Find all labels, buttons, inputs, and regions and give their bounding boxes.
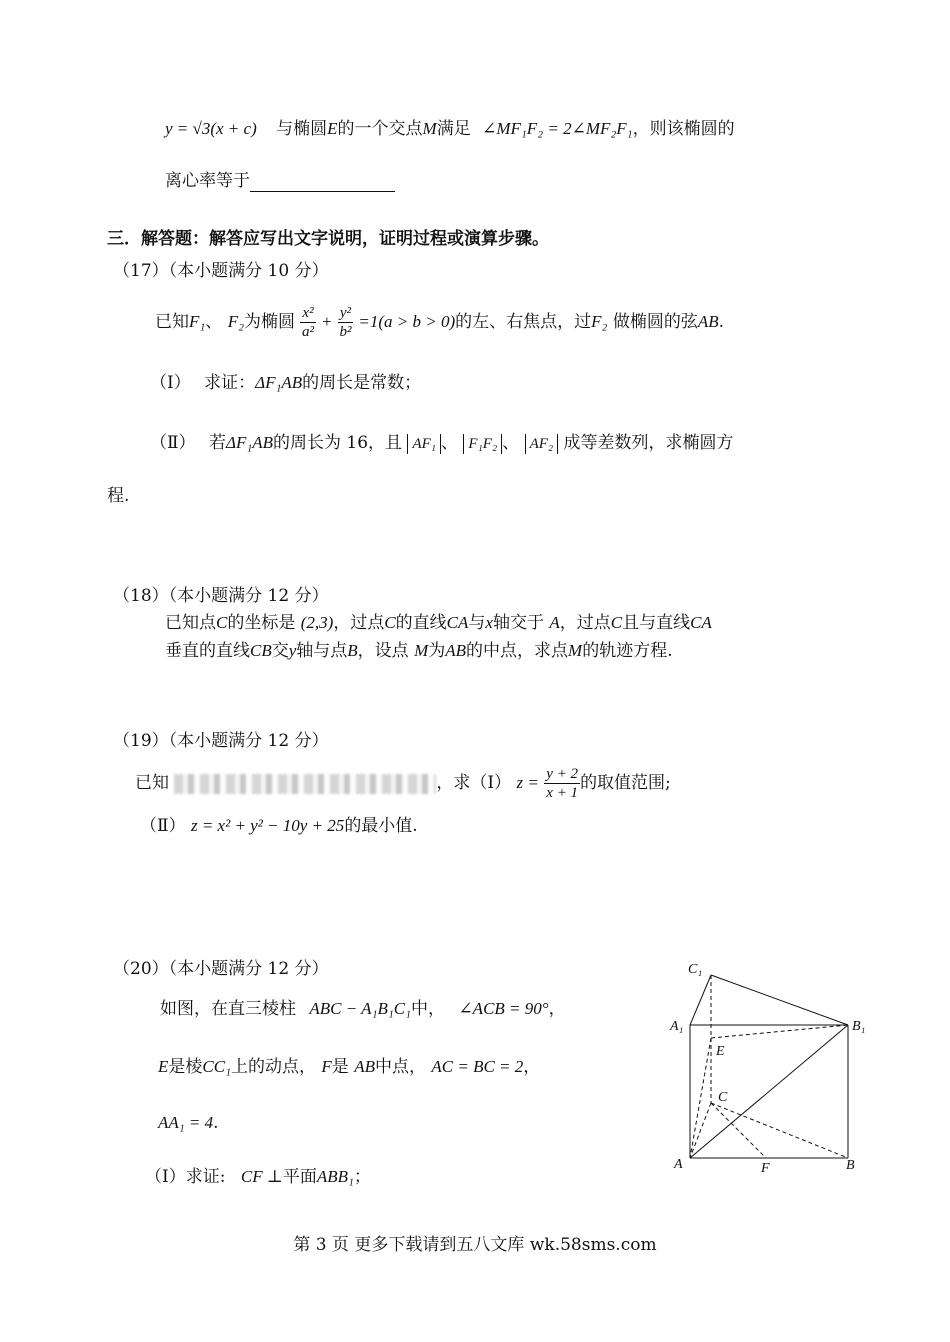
q17-text: 、 xyxy=(502,433,520,453)
q18-text: 轴交于 xyxy=(492,613,544,633)
q18-text: 交 xyxy=(271,641,289,661)
edge-cb-hidden xyxy=(711,1103,848,1158)
q16-eccentricity-text: 离心率等于 xyxy=(165,171,250,191)
q18-line-ca: CA xyxy=(446,613,469,632)
q17-frac-den: a² xyxy=(301,324,314,340)
q17-triangle: ΔF₁AB xyxy=(225,433,274,452)
q17-part2-label: （Ⅱ） xyxy=(150,433,196,453)
q18-text: 已知点 xyxy=(165,613,216,633)
q20-part1-label: （Ⅰ）求证: xyxy=(145,1167,226,1187)
q17-f2: F₂ xyxy=(591,312,608,331)
q20-text: 是 xyxy=(331,1057,349,1077)
q20-text: 如图，在直三棱柱 xyxy=(160,999,296,1019)
q16-text: 与椭圆 xyxy=(276,119,328,139)
q18-point: M xyxy=(414,641,429,660)
edge-c1a1 xyxy=(690,975,711,1025)
q18-point: C xyxy=(610,613,623,632)
q20-plane: ABB₁ xyxy=(316,1167,354,1186)
q20-text: ， xyxy=(548,999,566,1019)
q17-text: 的左、右焦点，过 xyxy=(455,312,592,332)
q18-text: ，过点 xyxy=(559,613,611,633)
q18-point: A xyxy=(549,613,560,632)
q19-text: ，求（Ⅰ） xyxy=(436,773,512,793)
q17-fraction-x xyxy=(300,304,315,341)
q19-line1 xyxy=(135,760,671,806)
segment-cf-hidden xyxy=(711,1103,766,1158)
q20-prism: ABC − A₁B₁C₁ xyxy=(309,999,412,1018)
q20-text: ， xyxy=(523,1057,541,1077)
q18-line2 xyxy=(165,640,673,662)
label-c1: C₁ xyxy=(688,962,703,977)
q18-point: M xyxy=(568,641,583,660)
q18-text: ，设点 xyxy=(357,641,409,661)
label-b: B xyxy=(846,1158,855,1173)
q17-triangle: ΔF₁AB xyxy=(255,373,303,392)
q17-text: 做椭圆的弦 xyxy=(612,312,698,332)
q18-point: C xyxy=(384,613,396,632)
section-heading: 三．解答题：解答应写出文字说明，证明过程或演算步骤。 xyxy=(107,229,549,249)
q17-part1 xyxy=(150,372,421,394)
q19-line2 xyxy=(140,815,418,837)
q20-line2 xyxy=(158,1052,540,1082)
q18-line-cb: CB xyxy=(250,641,272,660)
q18-segment: AB xyxy=(445,641,467,660)
q17-part2 xyxy=(150,432,734,454)
q20-point: F xyxy=(321,1057,332,1076)
q20-text: 中点， xyxy=(374,1057,426,1077)
q20-text: 平面 xyxy=(282,1167,317,1187)
q18-text: 与 xyxy=(468,613,486,633)
q20-segment: AB xyxy=(354,1057,375,1076)
q17-text: 、 xyxy=(441,433,459,453)
q20-header: （20）（本小题满分 12 分） xyxy=(113,959,329,979)
q16-text: 的一个交点 xyxy=(337,119,423,139)
q18-point: C xyxy=(216,613,228,632)
q18-text: 轴与点 xyxy=(296,641,348,661)
q17-frac-num: x² xyxy=(302,305,314,321)
q19-header: （19）（本小题满分 12 分） xyxy=(113,731,329,751)
q17-text: 为椭圆 xyxy=(244,312,295,332)
prism-figure xyxy=(668,958,878,1178)
q16-angle-condition: ∠MF₁F₂ = 2∠MF₂F₁ xyxy=(482,119,633,138)
q17-f2: F₂ xyxy=(227,312,244,331)
label-e: E xyxy=(716,1044,725,1059)
q17-text: 、 xyxy=(205,312,223,332)
q16-line1 xyxy=(165,118,735,140)
q20-text: 是棱 xyxy=(168,1057,203,1077)
q18-text: 的直线 xyxy=(395,613,447,633)
q18-line1 xyxy=(165,612,712,634)
q20-text: 中， xyxy=(411,999,446,1019)
q19-text: 已知 xyxy=(135,773,169,793)
q20-text: ； xyxy=(353,1167,371,1187)
q18-text: 为 xyxy=(428,641,446,661)
q17-abs-af1: AF₁ xyxy=(407,434,441,454)
q20-angle: ∠ACB = 90° xyxy=(458,999,549,1018)
q17-text: 求证： xyxy=(204,373,256,393)
q17-text: 若 xyxy=(208,433,226,453)
q18-header: （18）（本小题满分 12 分） xyxy=(113,586,329,606)
q18-text: 的中点，求点 xyxy=(466,641,569,661)
q19-frac-num: y + 2 xyxy=(546,766,579,782)
page-footer: 第 3 页 更多下载请到五八文库 wk.58sms.com xyxy=(293,1235,657,1255)
segment-eb1-hidden xyxy=(711,1025,848,1038)
q20-part1 xyxy=(145,1162,371,1192)
q17-condition: =1(a > b > 0) xyxy=(358,312,456,331)
q17-f1: F₁ xyxy=(189,312,206,331)
q17-chord-ab: AB xyxy=(697,312,719,331)
q17-abs-af2: AF₂ xyxy=(525,434,559,454)
segment-ea-hidden xyxy=(690,1038,711,1158)
label-f: F xyxy=(761,1161,770,1176)
q20-text: 上的动点， xyxy=(230,1057,316,1077)
q17-fraction-y xyxy=(338,304,353,341)
q17-text: 的周长是常数； xyxy=(302,373,422,393)
q17-line1 xyxy=(155,302,724,342)
q16-line-formula: y = √3(x + c) xyxy=(165,119,257,138)
label-a1: A₁ xyxy=(670,1019,684,1034)
q17-plus: + xyxy=(320,312,333,331)
q17-part2-cont: 程. xyxy=(107,486,130,506)
answer-blank xyxy=(250,175,395,192)
q17-part1-label: （Ⅰ） xyxy=(150,373,191,393)
q17-frac-num: y² xyxy=(339,305,352,321)
q19-text: 的取值范围; xyxy=(580,773,671,793)
label-a: A xyxy=(674,1157,683,1172)
q20-height: AA₁ = 4 xyxy=(158,1113,214,1132)
q20-lengths: AC = BC = 2 xyxy=(431,1057,524,1076)
q17-text: 的周长为 16，且 xyxy=(273,433,403,453)
q17-header: （17）（本小题满分 10 分） xyxy=(113,261,329,281)
label-b1: B₁ xyxy=(852,1019,866,1034)
q19-z: z = xyxy=(516,773,539,792)
q18-point: B xyxy=(347,641,358,660)
q16-line2 xyxy=(165,170,395,192)
redacted-constraint-image xyxy=(174,774,436,794)
q19-part2-label: （Ⅱ） xyxy=(140,816,186,836)
q18-text: ，过点 xyxy=(333,613,385,633)
q18-text: 且与直线 xyxy=(622,613,691,633)
edge-c1b1 xyxy=(711,975,848,1025)
q16-sym-m: M xyxy=(422,119,437,138)
q17-frac-den: b² xyxy=(339,324,352,340)
q16-text: ，则该椭圆的 xyxy=(632,119,735,139)
q19-fraction xyxy=(544,765,580,802)
q20-edge: CC₁ xyxy=(202,1057,231,1076)
q17-abs-f1f2: F₁F₂ xyxy=(463,434,502,454)
q18-x: x xyxy=(485,613,493,632)
q20-perp: CF ⊥ xyxy=(240,1167,283,1186)
q20-point: E xyxy=(158,1057,169,1076)
q17-text: 已知 xyxy=(155,312,189,332)
q17-text: . xyxy=(718,312,725,332)
q18-text: 的坐标是 xyxy=(227,613,296,633)
q16-sym-e: E xyxy=(327,119,338,138)
q18-text: 的轨迹方程. xyxy=(582,641,673,661)
q17-text: 成等差数列，求椭圆方 xyxy=(563,433,734,453)
q20-line1 xyxy=(160,992,566,1026)
q19-frac-den: x + 1 xyxy=(546,785,579,801)
diagonal-ab1 xyxy=(690,1025,848,1158)
q19-formula: z = x² + y² − 10y + 25 xyxy=(190,816,345,835)
label-c: C xyxy=(718,1090,728,1105)
q18-y: y xyxy=(288,641,297,660)
q20-line3 xyxy=(158,1112,219,1134)
q18-text: 垂直的直线 xyxy=(165,641,250,661)
q20-text: . xyxy=(213,1113,219,1133)
q19-text: 的最小值. xyxy=(344,816,418,836)
q18-coord: (2,3) xyxy=(300,613,334,632)
q16-text: 满足 xyxy=(436,119,471,139)
q18-line-ca: CA xyxy=(690,613,712,632)
